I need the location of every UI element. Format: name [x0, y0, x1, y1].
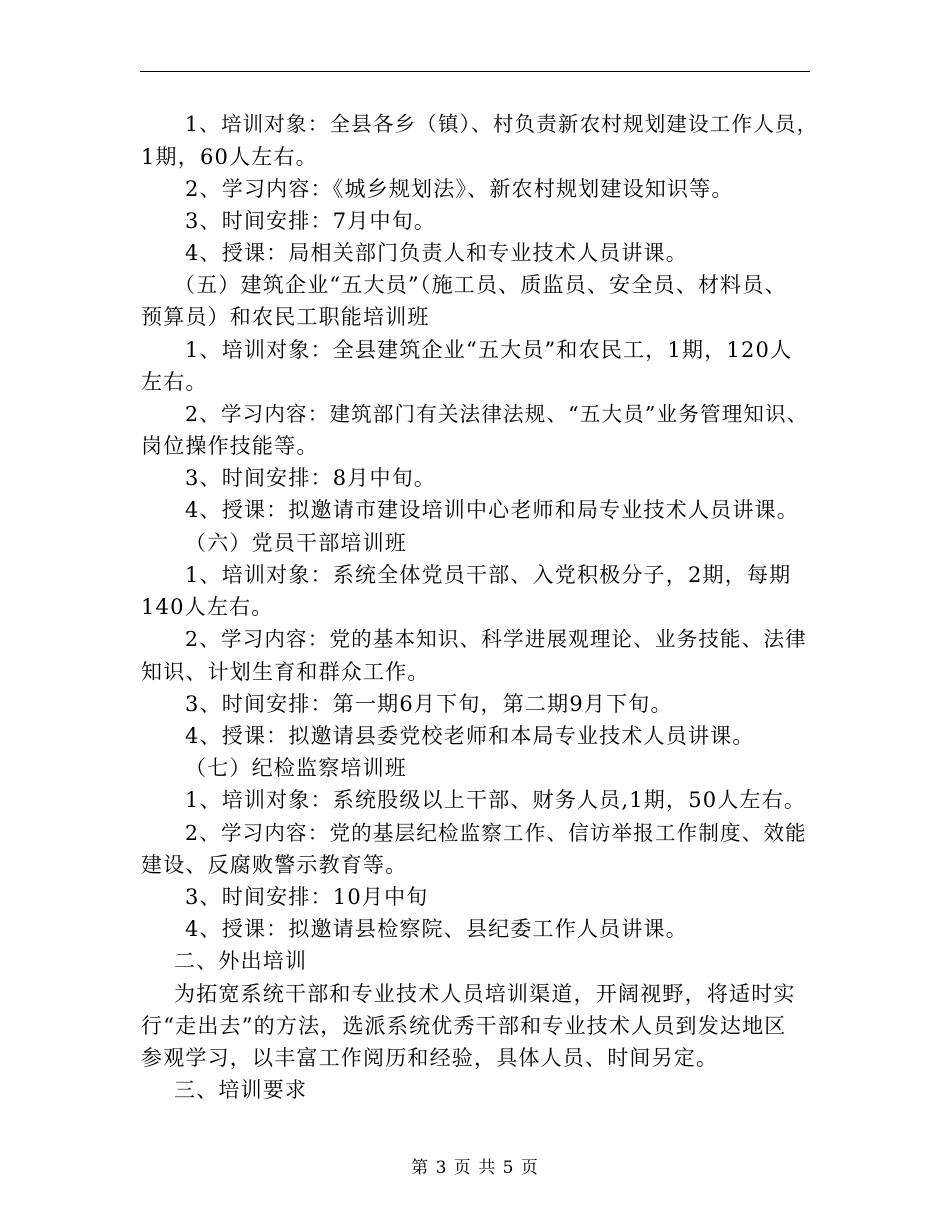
text-line: 1期，60人左右。 — [141, 145, 318, 169]
section-heading: 二、外出培训 — [174, 949, 308, 973]
text-line: 4、授课：局相关部门负责人和专业技术人员讲课。 — [185, 241, 688, 265]
text-line: 4、授课：拟邀请市建设培训中心老师和局专业技术人员讲课。 — [185, 498, 799, 522]
text-line: 为拓宽系统干部和专业技术人员培训渠道，开阔视野，将适时实 — [174, 982, 796, 1006]
text-line: 3、时间安排：10月中旬 — [185, 885, 429, 909]
section-heading: 预算员）和农民工职能培训班 — [141, 305, 430, 329]
text-line: 4、授课：拟邀请县委党校老师和本局专业技术人员讲课。 — [185, 724, 755, 748]
text-line: 1、培训对象：系统股级以上干部、财务人员,1期，50人左右。 — [185, 788, 807, 812]
text-line: 2、学习内容：《城乡规划法》、新农村规划建设知识等。 — [185, 177, 734, 201]
text-line: 1、培训对象：全县各乡（镇）、村负责新农村规划建设工作人员， — [185, 112, 819, 136]
text-line: 3、时间安排：7月中旬。 — [185, 209, 437, 233]
text-line: 2、学习内容：党的基层纪检监察工作、信访举报工作制度、效能 — [185, 821, 807, 845]
section-heading: （六）党员干部培训班 — [185, 531, 407, 555]
section-heading: （七）纪检监察培训班 — [185, 756, 407, 780]
text-line: 140人左右。 — [141, 595, 274, 619]
text-line: 行“走出去”的方法，选派系统优秀干部和专业技术人员到发达地区 — [141, 1014, 787, 1038]
header-rule — [140, 71, 810, 72]
text-line: 参观学习，以丰富工作阅历和经验，具体人员、时间另定。 — [141, 1046, 719, 1070]
section-heading: 三、培训要求 — [174, 1078, 308, 1102]
text-line: 左右。 — [141, 370, 208, 394]
text-line: 1、培训对象：全县建筑企业“五大员”和农民工，1期，120人 — [185, 338, 793, 362]
text-line: 3、时间安排：8月中旬。 — [185, 466, 437, 490]
text-line: 岗位操作技能等。 — [141, 434, 319, 458]
text-line: 4、授课：拟邀请县检察院、县纪委工作人员讲课。 — [185, 917, 688, 941]
text-line: 2、学习内容：党的基本知识、科学进展观理论、业务技能、法律 — [185, 627, 807, 651]
text-line: 知识、计划生育和群众工作。 — [141, 660, 430, 684]
text-line: 1、培训对象：系统全体党员干部、入党积极分子，2期，每期 — [185, 563, 792, 587]
text-line: 建设、反腐败警示教育等。 — [141, 853, 408, 877]
text-line: 2、学习内容：建筑部门有关法律法规、“五大员”业务管理知识、 — [185, 402, 809, 426]
section-heading: （五）建筑企业“五大员”（施工员、质监员、安全员、材料员、 — [174, 273, 787, 297]
text-line: 3、时间安排：第一期6月下旬，第二期9月下旬。 — [185, 692, 673, 716]
page-number: 第 3 页 共 5 页 — [411, 1158, 539, 1178]
